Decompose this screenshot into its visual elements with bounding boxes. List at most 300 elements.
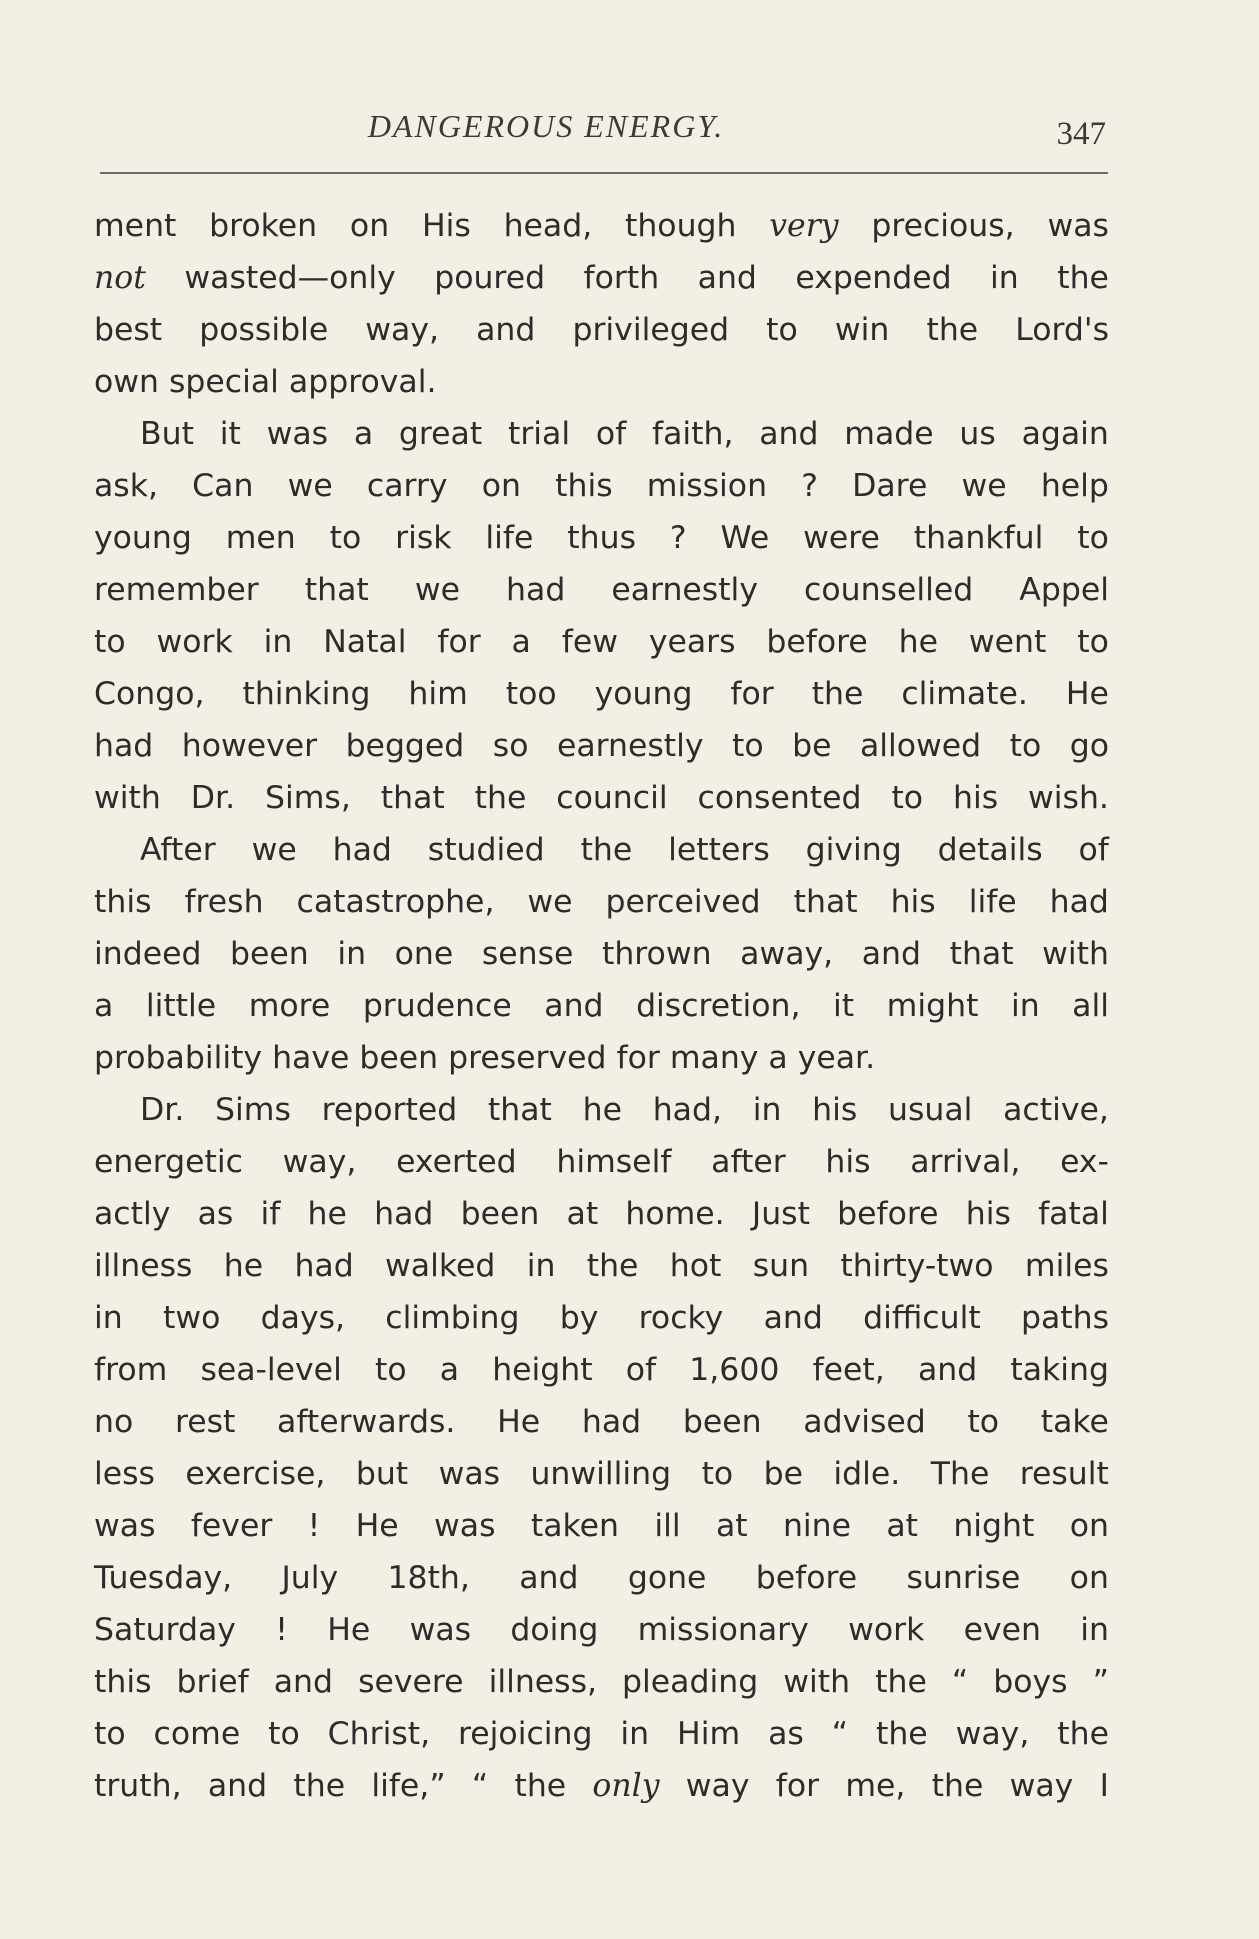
- word: was: [266, 416, 329, 452]
- word: missionary: [637, 1612, 809, 1648]
- italic-word: only: [592, 1768, 660, 1804]
- text-line: [94, 1552, 1109, 1604]
- word: counselled: [804, 572, 974, 608]
- word: to: [94, 1716, 126, 1752]
- word: way,: [365, 312, 440, 348]
- word: and: [759, 416, 819, 452]
- word: was: [1047, 208, 1109, 244]
- page-number: 347: [1056, 116, 1106, 152]
- word: the: [1057, 1716, 1109, 1752]
- word: studied: [427, 832, 545, 868]
- word: nine: [782, 1508, 851, 1544]
- word: a: [353, 416, 374, 452]
- word: reported: [321, 1092, 458, 1128]
- word: on: [481, 468, 521, 504]
- word: sense: [481, 936, 574, 972]
- word: the: [926, 312, 979, 348]
- word: sun: [752, 1248, 810, 1284]
- word: Lord's: [1015, 312, 1109, 348]
- word: indeed: [94, 936, 202, 972]
- word: home.: [625, 1196, 725, 1232]
- word: I: [1099, 1768, 1109, 1804]
- word: in: [620, 1716, 650, 1752]
- word: year.: [797, 1040, 876, 1076]
- word: might: [886, 988, 979, 1024]
- word: Saturday: [94, 1612, 236, 1648]
- word: this: [94, 1664, 152, 1700]
- word: in: [526, 1248, 556, 1284]
- word: was: [434, 1508, 496, 1544]
- word: on: [349, 208, 390, 244]
- word: walked: [385, 1248, 496, 1284]
- word: been: [460, 1196, 540, 1232]
- word: a: [511, 624, 531, 660]
- word: Natal: [323, 624, 407, 660]
- word: ”: [1092, 1664, 1109, 1700]
- word: in: [752, 1092, 782, 1128]
- word: the: [474, 780, 527, 816]
- word: of: [1078, 832, 1109, 868]
- word: consented: [697, 780, 862, 816]
- word: !: [307, 1508, 321, 1544]
- word: even: [963, 1612, 1041, 1648]
- word: of: [595, 416, 627, 452]
- word: and: [917, 1352, 978, 1388]
- word: this: [555, 468, 613, 504]
- text-line: [94, 1084, 1109, 1136]
- text-line: [94, 564, 1109, 616]
- body-text: [94, 200, 1109, 1812]
- word: precious,: [871, 208, 1015, 244]
- word: rocky: [638, 1300, 724, 1336]
- word: take: [1040, 1404, 1109, 1440]
- word: young: [94, 520, 192, 556]
- word: two: [162, 1300, 221, 1336]
- word: doing: [510, 1612, 599, 1648]
- word: him: [408, 676, 468, 712]
- word: earnestly: [611, 572, 758, 608]
- word: Just: [751, 1196, 810, 1232]
- text-line: [94, 668, 1109, 720]
- word: a: [439, 1352, 460, 1388]
- word: for: [437, 624, 481, 660]
- word: height: [492, 1352, 593, 1388]
- word: one: [394, 936, 454, 972]
- word: The: [930, 1456, 990, 1492]
- word: at: [886, 1508, 918, 1544]
- word: as: [768, 1716, 804, 1752]
- text-line: [94, 1448, 1109, 1500]
- word: however: [181, 728, 318, 764]
- word: life,”: [371, 1768, 446, 1804]
- word: and: [697, 260, 757, 296]
- word: letters: [668, 832, 770, 868]
- word: to: [374, 1352, 407, 1388]
- word: advised: [803, 1404, 926, 1440]
- word: a: [94, 988, 114, 1024]
- word: We: [720, 520, 770, 556]
- word: pleading: [622, 1664, 759, 1700]
- word: the: [811, 676, 864, 712]
- word: “: [831, 1716, 849, 1752]
- word: to: [94, 624, 126, 660]
- word: ask,: [94, 468, 158, 504]
- word: that: [487, 1092, 552, 1128]
- word: with: [1042, 936, 1109, 972]
- word: difficult: [863, 1300, 981, 1336]
- running-head: [96, 104, 1106, 154]
- text-line: [94, 1240, 1109, 1292]
- word: be: [792, 728, 832, 764]
- word: this: [94, 884, 152, 920]
- word: been: [359, 1040, 439, 1076]
- word: ex-: [1060, 1144, 1109, 1180]
- word: we: [287, 468, 333, 504]
- word: He: [1065, 676, 1109, 712]
- word: to: [701, 1456, 734, 1492]
- word: more: [248, 988, 331, 1024]
- word: before: [755, 1560, 858, 1596]
- word: sea-level: [200, 1352, 342, 1388]
- word: the: [293, 1768, 346, 1804]
- word: and: [763, 1300, 823, 1336]
- word: earnestly: [556, 728, 704, 764]
- word: the: [875, 1664, 927, 1700]
- word: He: [497, 1404, 541, 1440]
- text-line: [94, 1604, 1109, 1656]
- word: before: [837, 1196, 939, 1232]
- word: had: [294, 1248, 354, 1284]
- text-line: [94, 512, 1109, 564]
- word: and: [861, 936, 922, 972]
- word: thankful: [913, 520, 1044, 556]
- word: in: [94, 1300, 123, 1336]
- word: to: [268, 1716, 300, 1752]
- word: the: [514, 1768, 567, 1804]
- word: to: [1009, 728, 1042, 764]
- word: years: [648, 624, 736, 660]
- word: taking: [1010, 1352, 1109, 1388]
- word: exercise,: [185, 1456, 326, 1492]
- word: on: [1069, 1560, 1109, 1596]
- word: it: [219, 416, 241, 452]
- word: help: [1040, 468, 1109, 504]
- word: he: [582, 1092, 622, 1128]
- word: from: [94, 1352, 168, 1388]
- word: Congo,: [94, 676, 205, 712]
- word: of: [625, 1352, 657, 1388]
- word: catastrophe,: [296, 884, 495, 920]
- word: details: [937, 832, 1043, 868]
- word: Christ,: [327, 1716, 431, 1752]
- word: we: [414, 572, 460, 608]
- word: arrival,: [910, 1144, 1021, 1180]
- italic-word: very: [769, 208, 839, 244]
- word: wish.: [1028, 780, 1109, 816]
- word: ?: [669, 520, 687, 556]
- word: in: [990, 260, 1019, 296]
- word: by: [559, 1300, 599, 1336]
- word: thinking: [242, 676, 371, 712]
- word: best: [94, 312, 163, 348]
- word: us: [959, 416, 996, 452]
- word: Dare: [852, 468, 928, 504]
- word: illness: [94, 1248, 193, 1284]
- word: in: [1010, 988, 1040, 1024]
- word: Sims: [215, 1092, 291, 1128]
- word: way: [685, 1768, 750, 1804]
- word: in: [1080, 1612, 1109, 1648]
- word: gone: [627, 1560, 707, 1596]
- word: to: [766, 312, 798, 348]
- word: made: [844, 416, 934, 452]
- word: the: [931, 1768, 984, 1804]
- word: so: [492, 728, 529, 764]
- word: and: [519, 1560, 579, 1596]
- word: been: [230, 936, 309, 972]
- word: for: [616, 1040, 660, 1076]
- word: had: [94, 728, 154, 764]
- text-line: [94, 1344, 1109, 1396]
- word: had: [374, 1196, 434, 1232]
- word: had: [332, 832, 392, 868]
- word: and: [207, 1768, 268, 1804]
- text-line: [94, 772, 1109, 824]
- word: on: [1069, 1508, 1109, 1544]
- word: too: [505, 676, 557, 712]
- word: with: [783, 1664, 851, 1700]
- word: the: [1057, 260, 1109, 296]
- word: way,: [282, 1144, 357, 1180]
- word: after: [711, 1144, 786, 1180]
- word: thus: [567, 520, 636, 556]
- word: was: [438, 1456, 501, 1492]
- word: thrown: [601, 936, 712, 972]
- word: actly: [94, 1196, 171, 1232]
- word: trial: [507, 416, 571, 452]
- word: have: [272, 1040, 350, 1076]
- word: life: [485, 520, 534, 556]
- word: but: [355, 1456, 409, 1492]
- word: idle.: [833, 1456, 901, 1492]
- running-title: DANGEROUS ENERGY.: [367, 108, 725, 144]
- word: begged: [345, 728, 465, 764]
- word: rejoicing: [458, 1716, 593, 1752]
- word: illness,: [488, 1664, 597, 1700]
- word: brief: [176, 1664, 249, 1700]
- word: we: [961, 468, 1007, 504]
- text-line: [94, 1708, 1109, 1760]
- word: exerted: [396, 1144, 517, 1180]
- word: young: [594, 676, 693, 712]
- word: that: [380, 780, 445, 816]
- word: to: [329, 520, 362, 556]
- text-line: [94, 356, 1109, 408]
- word: it: [833, 988, 855, 1024]
- word: a: [768, 1040, 788, 1076]
- word: risk: [395, 520, 452, 556]
- word: went: [968, 624, 1047, 660]
- word: me,: [845, 1768, 906, 1804]
- word: the: [875, 1716, 928, 1752]
- word: Can: [192, 468, 254, 504]
- word: before: [766, 624, 868, 660]
- text-line: [94, 460, 1109, 512]
- word: own: [94, 364, 159, 400]
- word: He: [355, 1508, 399, 1544]
- word: himself: [556, 1144, 672, 1180]
- text-line: [94, 1136, 1109, 1188]
- word: less: [94, 1456, 155, 1492]
- word: were: [803, 520, 880, 556]
- word: we: [527, 884, 573, 920]
- word: poured: [434, 260, 546, 296]
- word: fatal: [1038, 1196, 1109, 1232]
- word: carry: [366, 468, 448, 504]
- word: energetic: [94, 1144, 243, 1180]
- word: His: [421, 208, 471, 244]
- text-line: [94, 876, 1109, 928]
- word: was: [94, 1508, 156, 1544]
- text-line: [94, 1188, 1109, 1240]
- word: way,: [955, 1716, 1030, 1752]
- word: was: [409, 1612, 472, 1648]
- word: Dr.: [190, 780, 236, 816]
- word: work: [848, 1612, 925, 1648]
- word: probability: [94, 1040, 263, 1076]
- word: feet,: [812, 1352, 885, 1388]
- word: broken: [209, 208, 318, 244]
- word: Him: [677, 1716, 741, 1752]
- text-line: [94, 616, 1109, 668]
- text-line: [94, 1032, 1109, 1084]
- word: had: [506, 572, 566, 608]
- word: climbing: [385, 1300, 520, 1336]
- word: to: [1077, 624, 1109, 660]
- word: his: [825, 1144, 871, 1180]
- word: he: [307, 1196, 347, 1232]
- word: afterwards.: [277, 1404, 456, 1440]
- word: if: [260, 1196, 281, 1232]
- word: rest: [174, 1404, 236, 1440]
- word: at: [715, 1508, 748, 1544]
- word: and: [273, 1664, 334, 1700]
- word: go: [1069, 728, 1109, 764]
- word: !: [275, 1612, 288, 1648]
- word: sunrise: [906, 1560, 1021, 1596]
- word: in: [337, 936, 367, 972]
- word: been: [682, 1404, 762, 1440]
- word: remember: [94, 572, 259, 608]
- word: night: [953, 1508, 1035, 1544]
- word: “: [951, 1664, 969, 1700]
- word: his: [890, 884, 936, 920]
- text-line: [94, 824, 1109, 876]
- text-line: [94, 1292, 1109, 1344]
- word: great: [398, 416, 483, 452]
- word: his: [965, 1196, 1011, 1232]
- word: 18th,: [387, 1560, 470, 1596]
- word: forth: [583, 260, 660, 296]
- word: as: [197, 1196, 234, 1232]
- word: fever: [190, 1508, 273, 1544]
- word: all: [1072, 988, 1109, 1024]
- word: the: [580, 832, 633, 868]
- text-line: [94, 252, 1109, 304]
- word: paths: [1020, 1300, 1109, 1336]
- word: faith,: [651, 416, 734, 452]
- word: perceived: [605, 884, 761, 920]
- word: boys: [993, 1664, 1068, 1700]
- text-line: [94, 200, 1109, 252]
- word: thirty-two: [840, 1248, 994, 1284]
- word: way: [1009, 1768, 1074, 1804]
- word: approval.: [288, 364, 437, 400]
- word: for: [730, 676, 774, 712]
- word: After: [140, 832, 216, 868]
- text-line: [94, 1760, 1109, 1812]
- text-line: [94, 1396, 1109, 1448]
- word: head,: [503, 208, 593, 244]
- word: usual: [888, 1092, 973, 1128]
- word: giving: [805, 832, 902, 868]
- word: in: [263, 624, 293, 660]
- text-line: [94, 1500, 1109, 1552]
- word: preserved: [448, 1040, 607, 1076]
- word: possible: [199, 312, 329, 348]
- word: he: [898, 624, 939, 660]
- word: unwilling: [530, 1456, 672, 1492]
- word: to: [1077, 520, 1109, 556]
- text-line: [94, 980, 1109, 1032]
- word: life: [968, 884, 1017, 920]
- word: mission: [646, 468, 768, 504]
- word: work: [156, 624, 233, 660]
- word: though: [624, 208, 737, 244]
- word: no: [94, 1404, 134, 1440]
- word: allowed: [859, 728, 982, 764]
- word: that: [304, 572, 369, 608]
- word: and: [544, 988, 604, 1024]
- word: his: [812, 1092, 858, 1128]
- word: truth,: [94, 1768, 182, 1804]
- word: little: [145, 988, 217, 1024]
- word: ill: [654, 1508, 681, 1544]
- word: and: [476, 312, 536, 348]
- word: expended: [795, 260, 952, 296]
- word: the: [586, 1248, 639, 1284]
- word: climate.: [901, 676, 1028, 712]
- word: he: [223, 1248, 264, 1284]
- word: that: [949, 936, 1014, 972]
- word: ment: [94, 208, 177, 244]
- word: 1,600: [689, 1352, 780, 1388]
- word: council: [556, 780, 668, 816]
- word: with: [94, 780, 161, 816]
- word: privileged: [572, 312, 730, 348]
- word: hot: [669, 1248, 722, 1284]
- word: ?: [801, 468, 818, 504]
- word: again: [1021, 416, 1109, 452]
- word: away,: [740, 936, 834, 972]
- word: active,: [1003, 1092, 1109, 1128]
- word: at: [566, 1196, 599, 1232]
- word: But: [140, 416, 194, 452]
- word: Appel: [1019, 572, 1109, 608]
- word: come: [153, 1716, 241, 1752]
- word: severe: [358, 1664, 464, 1700]
- word: result: [1019, 1456, 1109, 1492]
